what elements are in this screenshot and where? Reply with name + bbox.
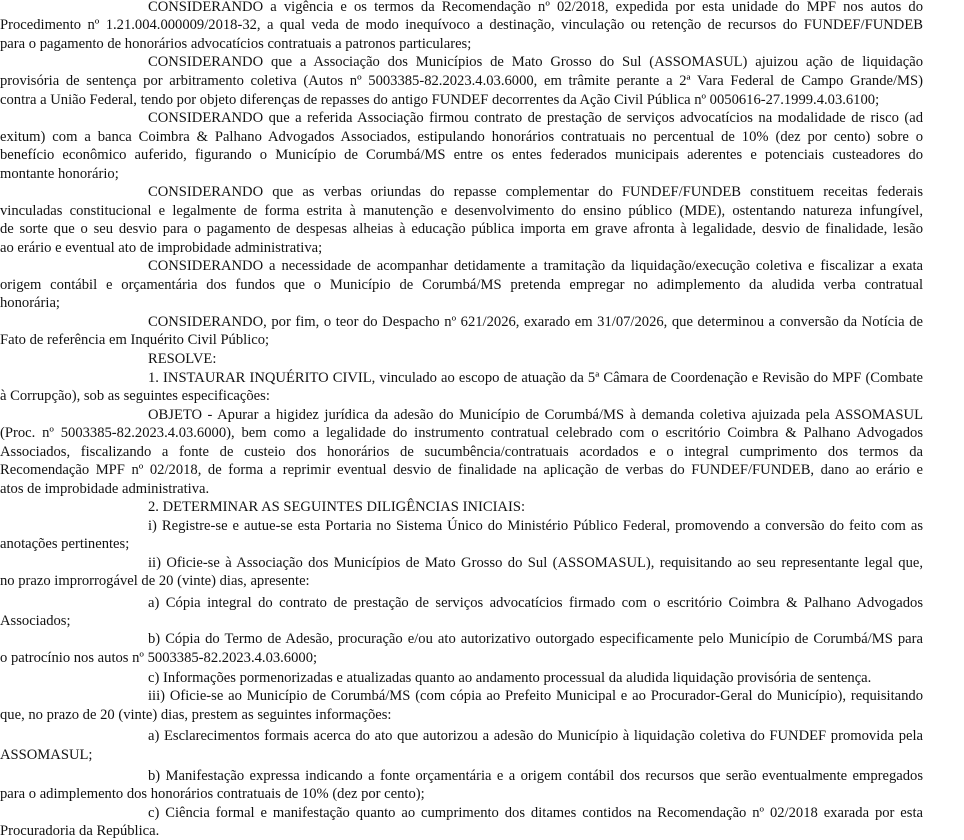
- paragraph-line: 1. INSTAURAR INQUÉRITO CIVIL, vinculado ao escopo de atuação da 5ª Câmara de Coordenação e Revisão do MPF (Combate: [148, 370, 923, 386]
- paragraph-line: CONSIDERANDO que a Associação dos Municípios de Mato Grosso do Sul (ASSOMASUL) ajuizou ação de liquidação: [148, 54, 923, 70]
- paragraph-line: Procedimento nº 1.21.004.000009/2018-32, a qual veda de modo inequívoco a destinação, vinculação ou retenção de recursos do FUNDEF/FUNDEB: [0, 17, 923, 33]
- paragraph-line: contra a União Federal, tendo por objeto diferenças de repasses do antigo FUNDEF decorrentes da Ação Civil Pública nº 0050616-27.1999.4.03.6100;: [0, 92, 880, 108]
- paragraph-line: a) Esclarecimentos formais acerca do ato que autorizou a adesão do Município à liquidação coletiva do FUNDEF promovida pela: [148, 728, 923, 744]
- paragraph-line: Associados, fiscalizando a fonte de custeio dos honorários de sucumbência/contratuais acordados e o integral cumprimento dos termos da: [0, 444, 923, 460]
- paragraph-line: (Proc. nº 5003385-82.2023.4.03.6000), bem como a legalidade do instrumento contratual celebrado com o escritório Coimbra & Palhano Advogados: [0, 425, 923, 441]
- paragraph-line: para o adimplemento dos honorários contratuais de 10% (dez por cento);: [0, 786, 425, 802]
- paragraph-line: origem contábil e orçamentária dos fundos que o Município de Corumbá/MS pretenda empregar no adimplemento da aludida verba contratual: [0, 277, 923, 293]
- paragraph-line: Fato de referência em Inquérito Civil Público;: [0, 332, 270, 348]
- paragraph-line: vinculadas constitucional e legalmente de forma estrita à manutenção e desenvolvimento do ensino público (MDE), ostentando natureza infungível,: [0, 203, 923, 219]
- section-heading: 2. DETERMINAR AS SEGUINTES DILIGÊNCIAS INICIAIS:: [148, 499, 525, 515]
- paragraph-line: c) Informações pormenorizadas e atualizadas quanto ao andamento processual da aludida liquidação provisória de sentença.: [148, 670, 872, 686]
- paragraph-line: provisória de sentença por arbitramento coletiva (Autos nº 5003385-82.2023.4.03.6000, em trâmite perante a 2ª Vara Federal de Campo Grande/MS): [0, 73, 923, 89]
- paragraph-line: atos de improbidade administrativa.: [0, 481, 210, 497]
- paragraph-line: ii) Oficie-se à Associação dos Municípios de Mato Grosso do Sul (ASSOMASUL), requisitando ao seu representante legal que,: [148, 555, 923, 571]
- paragraph-line: iii) Oficie-se ao Município de Corumbá/MS (com cópia ao Prefeito Municipal e ao Procurador-Geral do Município), requisitando: [148, 688, 923, 704]
- paragraph-line: exitum) com a banca Coimbra & Palhano Advogados Associados, estipulando honorários contratuais no percentual de 10% (dez por cento) sobre o: [0, 129, 923, 145]
- paragraph-line: honorária;: [0, 295, 60, 311]
- paragraph-line: c) Ciência formal e manifestação quanto ao cumprimento dos ditames contidos na Recomendação nº 02/2018 exarada por esta: [148, 805, 923, 821]
- paragraph-line: ao erário e eventual ato de improbidade administrativa;: [0, 240, 323, 256]
- paragraph-line: CONSIDERANDO a necessidade de acompanhar detidamente a tramitação da liquidação/execução coletiva e fiscalizar a exata: [148, 258, 923, 274]
- paragraph-line: montante honorário;: [0, 166, 119, 182]
- paragraph-line: anotações pertinentes;: [0, 536, 130, 552]
- paragraph-line: CONSIDERANDO que as verbas oriundas do repasse complementar do FUNDEF/FUNDEB constituem receitas federais: [148, 184, 923, 200]
- paragraph-line: ASSOMASUL;: [0, 747, 93, 763]
- paragraph-line: Procuradoria da República.: [0, 823, 160, 839]
- paragraph-line: no prazo improrrogável de 20 (vinte) dias, apresente:: [0, 573, 310, 589]
- paragraph-line: OBJETO - Apurar a higidez jurídica da adesão do Município de Corumbá/MS à demanda coletiva ajuizada pela ASSOMASUL: [148, 407, 923, 423]
- paragraph-line: b) Cópia do Termo de Adesão, procuração e/ou ato autorizativo outorgado especificamente pelo Município de Corumbá/MS para: [148, 631, 923, 647]
- paragraph-line: i) Registre-se e autue-se esta Portaria no Sistema Único do Ministério Público Federal, promovendo a conversão do feito com as: [148, 518, 923, 534]
- paragraph-line: CONSIDERANDO a vigência e os termos da Recomendação nº 02/2018, expedida por esta unidade do MPF nos autos do: [148, 0, 923, 15]
- paragraph-line: à Corrupção), sob as seguintes especificações:: [0, 388, 270, 404]
- paragraph-line: b) Manifestação expressa indicando a fonte orçamentária e a origem contábil dos recursos que serão eventualmente empregados: [148, 768, 923, 784]
- resolve-heading: RESOLVE:: [148, 351, 217, 367]
- paragraph-line: que, no prazo de 20 (vinte) dias, prestem as seguintes informações:: [0, 707, 392, 723]
- paragraph-line: CONSIDERANDO que a referida Associação firmou contrato de prestação de serviços advocatícios na modalidade de risco (ad: [148, 110, 923, 126]
- paragraph-line: benefício econômico auferido, figurando o Município de Corumbá/MS entre os entes federados municipais aderentes e potenciais custeadores do: [0, 147, 923, 163]
- paragraph-line: o patrocínio nos autos nº 5003385-82.2023.4.03.6000;: [0, 650, 318, 666]
- paragraph-line: de sorte que o seu desvio para o pagamento de despesas alheias à educação pública importa em grave afronta à legalidade, desvio de finalidade, lesão: [0, 221, 923, 237]
- paragraph-line: a) Cópia integral do contrato de prestação de serviços advocatícios firmado com o escritório Coimbra & Palhano Advogados: [148, 595, 923, 611]
- paragraph-line: Recomendação MPF nº 02/2018, de forma a reprimir eventual desvio de finalidade na aplicação de verbas do FUNDEF/FUNDEB, dano ao erário e: [0, 462, 923, 478]
- paragraph-line: CONSIDERANDO, por fim, o teor do Despacho nº 621/2026, exarado em 31/07/2026, que determinou a conversão da Notícia de: [148, 314, 923, 330]
- paragraph-line: Associados;: [0, 613, 71, 629]
- paragraph-line: para o pagamento de honorários advocatícios contratuais a patronos particulares;: [0, 36, 472, 52]
